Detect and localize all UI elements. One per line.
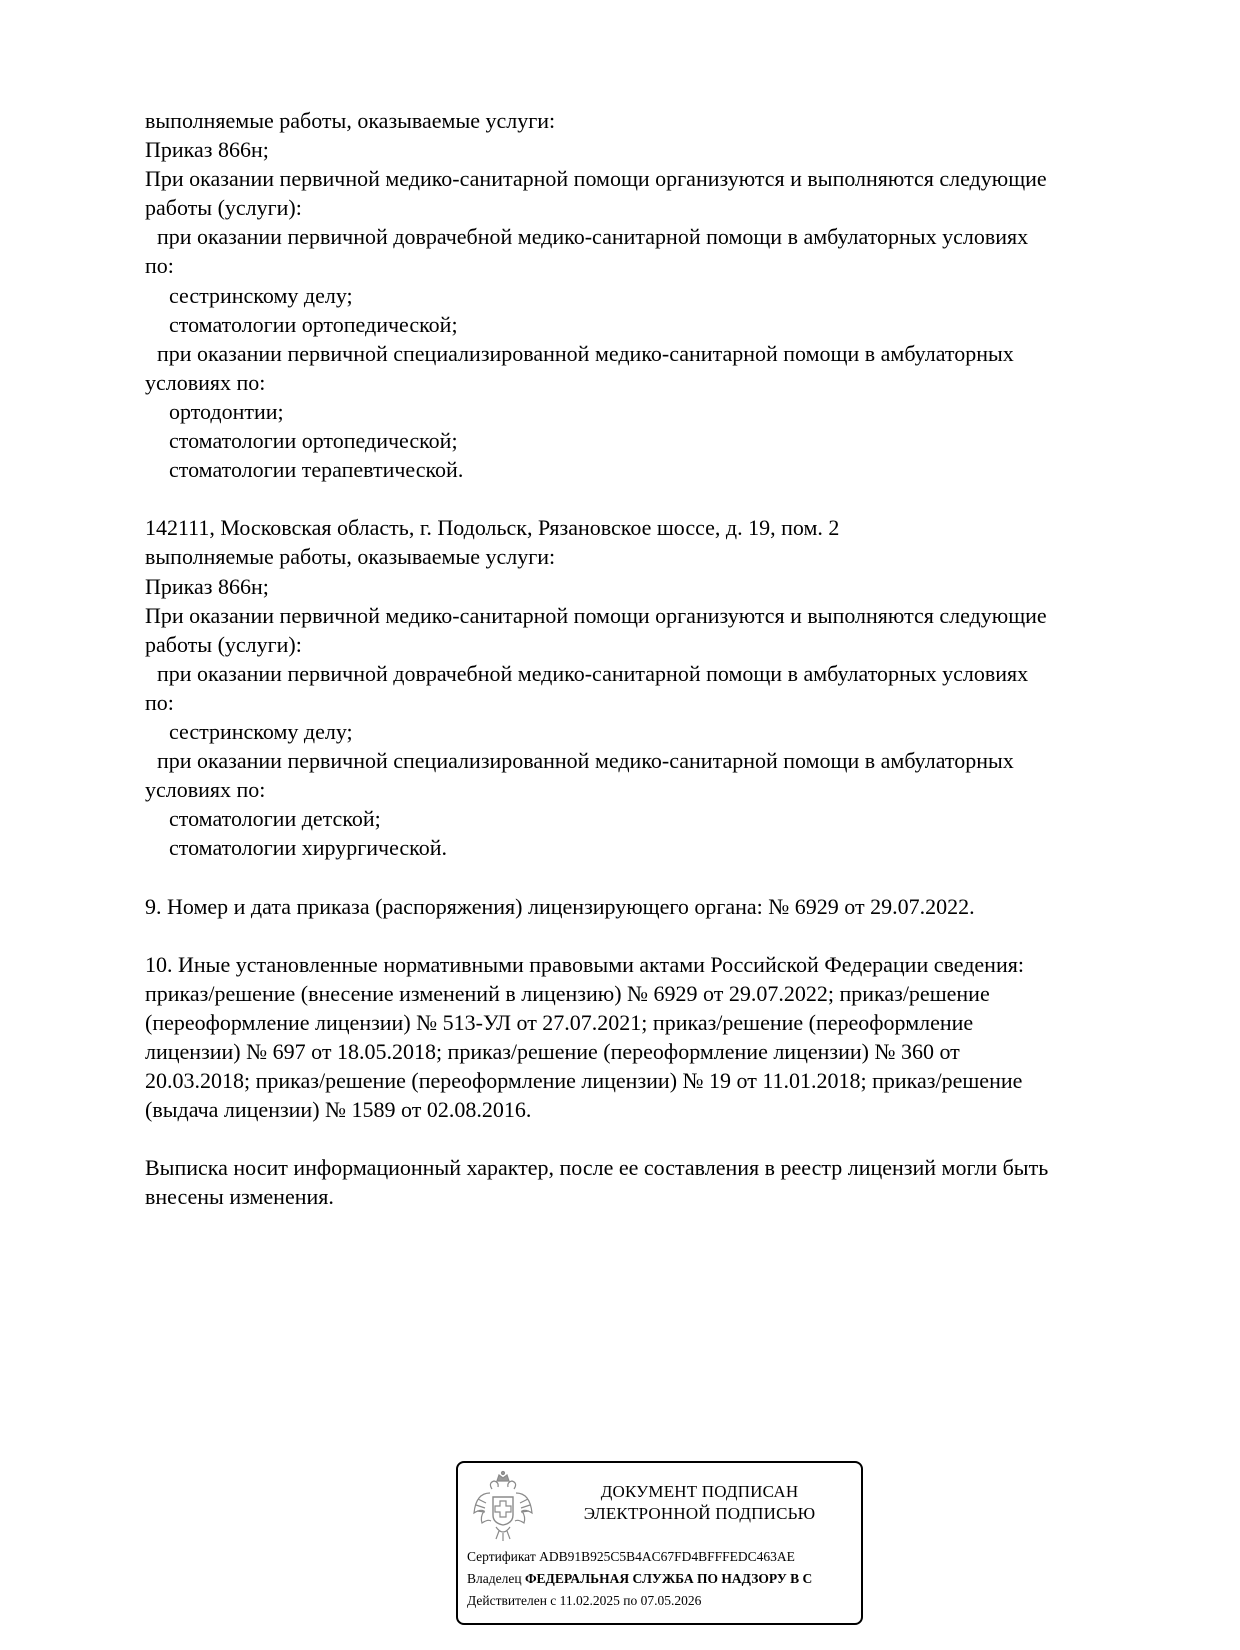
text-line: выполняемые работы, оказываемые услуги: <box>145 108 556 133</box>
text-line: Приказ 866н; <box>145 137 269 163</box>
text-line: работы (услуги): <box>145 631 302 657</box>
spacer <box>145 921 1175 950</box>
service-item: сестринскому делу; <box>169 718 353 744</box>
certificate-label: Сертификат <box>467 1549 536 1564</box>
text-line: При оказании первичной медико-санитарной помощи организуются и выполняются следующие <box>145 166 1047 192</box>
text-line: (выдача лицензии) № 1589 от 02.08.2016. <box>145 1097 532 1123</box>
text-line: (переоформление лицензии) № 513-УЛ от 27.07.2021; приказ/решение (переоформление <box>145 1009 974 1035</box>
service-item: стоматологии ортопедической; <box>169 428 458 454</box>
text-line: по: <box>145 689 174 715</box>
certificate-row <box>467 1546 812 1568</box>
service-item: стоматологии детской; <box>169 806 381 832</box>
service-item: сестринскому делу; <box>169 282 353 308</box>
document-body <box>145 106 1175 1212</box>
text-line: приказ/решение (внесение изменений в лицензию) № 6929 от 29.07.2022; приказ/решение <box>145 980 990 1006</box>
text-line: 20.03.2018; приказ/решение (переоформление лицензии) № 19 от 11.01.2018; приказ/решение <box>145 1068 1023 1094</box>
disclaimer-line: внесены изменения. <box>145 1184 334 1210</box>
coat-of-arms-icon <box>470 1469 536 1545</box>
text-line: при оказании первичной специализированной медико-санитарной помощи в амбулаторных <box>157 748 1014 774</box>
certificate-value: ADB91B925C5B4AC67FD4BFFFEDC463AE <box>539 1549 795 1564</box>
section-10-heading: 10. Иные установленные нормативными правовыми актами Российской Федерации сведения: <box>145 951 1024 977</box>
text-line: условиях по: <box>145 777 266 803</box>
owner-value: ФЕДЕРАЛЬНАЯ СЛУЖБА ПО НАДЗОРУ В С <box>524 1571 813 1586</box>
validity-row: Действителен с 11.02.2025 по 07.05.2026 <box>467 1593 702 1608</box>
owner-row <box>467 1568 812 1590</box>
section-9-order: 9. Номер и дата приказа (распоряжения) лицензирующего органа: № 6929 от 29.07.2022. <box>145 893 975 919</box>
stamp-title-line2: ЭЛЕКТРОННОЙ ПОДПИСЬЮ <box>583 1504 816 1523</box>
text-line: лицензии) № 697 от 18.05.2018; приказ/решение (переоформление лицензии) № 360 от <box>145 1039 960 1064</box>
stamp-title <box>538 1481 861 1525</box>
service-item: стоматологии хирургической. <box>169 835 447 861</box>
text-line: при оказании первичной доврачебной медико-санитарной помощи в амбулаторных условиях <box>157 660 1029 686</box>
address-line: 142111, Московская область, г. Подольск, Рязановское шоссе, д. 19, пом. 2 <box>145 515 840 541</box>
text-line: по: <box>145 253 174 279</box>
text-line: при оказании первичной доврачебной медико-санитарной помощи в амбулаторных условиях <box>157 224 1029 250</box>
text-line: работы (услуги): <box>145 195 302 221</box>
owner-label: Владелец <box>467 1571 522 1586</box>
service-item: стоматологии терапевтической. <box>169 457 464 483</box>
service-item: ортодонтии; <box>169 398 284 424</box>
text-line: выполняемые работы, оказываемые услуги: <box>145 544 556 570</box>
disclaimer-line: Выписка носит информационный характер, после ее составления в реестр лицензий могли быть <box>145 1155 1049 1181</box>
text-line: При оказании первичной медико-санитарной помощи организуются и выполняются следующие <box>145 602 1047 628</box>
spacer <box>145 1124 1175 1153</box>
service-item: стоматологии ортопедической; <box>169 311 458 337</box>
stamp-title-line1: ДОКУМЕНТ ПОДПИСАН <box>600 1482 799 1501</box>
stamp-details <box>467 1546 812 1612</box>
spacer <box>145 484 1175 513</box>
text-line: Приказ 866н; <box>145 573 269 599</box>
spacer <box>145 862 1175 891</box>
electronic-signature-stamp <box>456 1461 863 1625</box>
text-line: при оказании первичной специализированной медико-санитарной помощи в амбулаторных <box>157 340 1014 366</box>
text-line: условиях по: <box>145 369 266 395</box>
